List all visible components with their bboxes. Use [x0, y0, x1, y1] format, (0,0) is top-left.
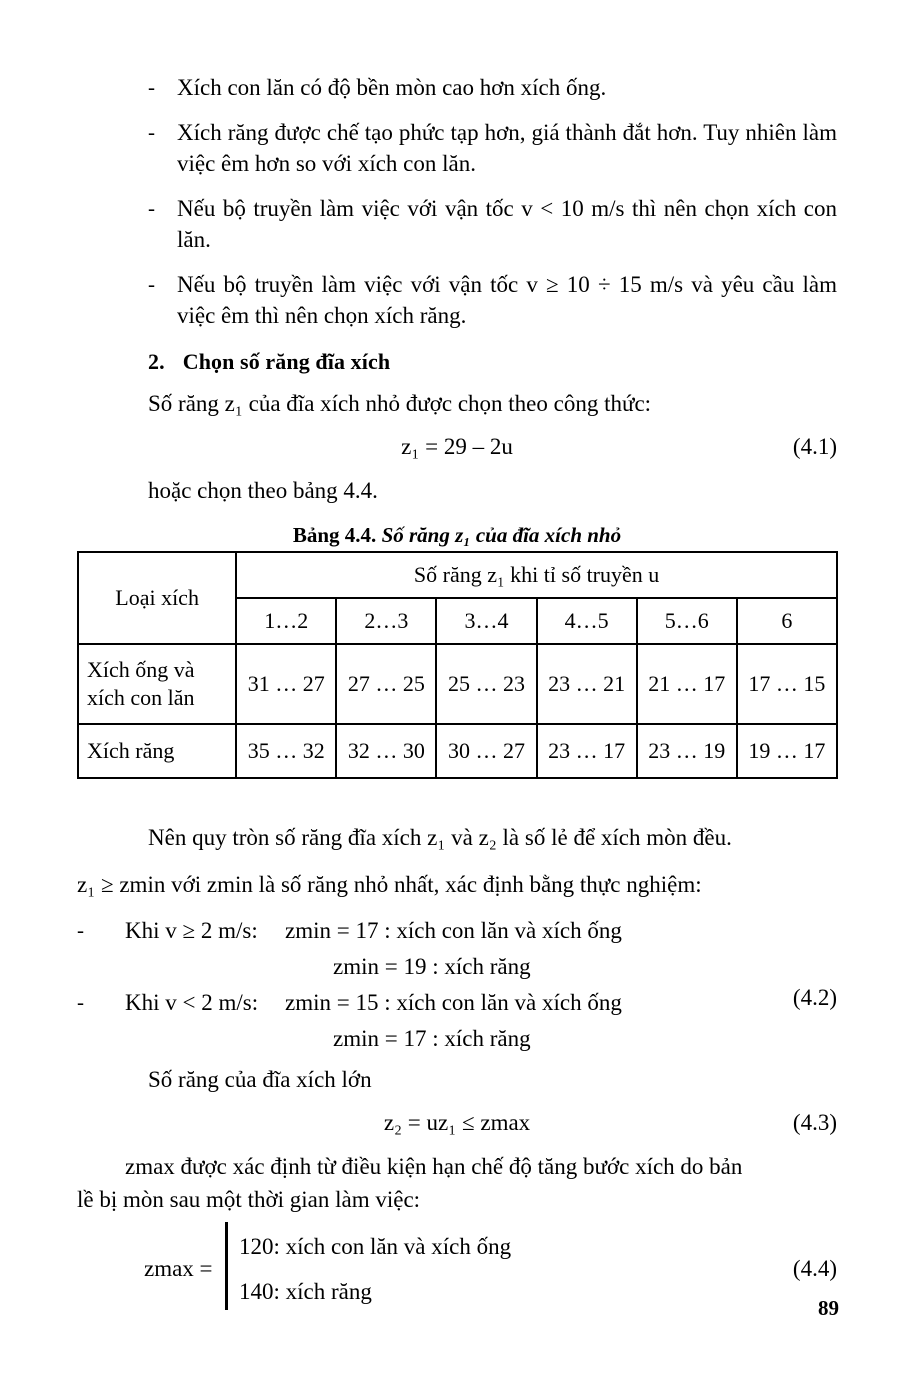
condition-line-2: zmin = 17 : xích răng: [333, 1026, 531, 1051]
bullet-dash-icon: -: [77, 990, 84, 1014]
page-number: 89: [818, 1296, 839, 1320]
list-item-text: Nếu bộ truyền làm việc với vận tốc v < 10 m/s thì nên chọn xích con lăn.: [177, 196, 837, 252]
list-item: [77, 117, 837, 179]
formula-4-1-number: (4.1): [792, 434, 837, 459]
condition-line-2: zmin = 19 : xích răng: [333, 954, 531, 979]
formula-4-3: [77, 1106, 837, 1140]
list-item-text: Xích răng được chế tạo phức tạp hơn, giá thành đắt hơn. Tuy nhiên làm việc êm hơn so với xích con lăn.: [177, 120, 837, 176]
after-formula-text: hoặc chọn theo bảng 4.4.: [148, 478, 378, 503]
formula-4-2-number: (4.2): [792, 985, 837, 1010]
paragraph-zmin: z₁ ≥ zmin với zmin là số răng nhỏ nhất, xác định bằng thực nghiệm:: [77, 872, 702, 897]
table-cell: 23 … 17: [537, 724, 637, 778]
formula-4-3-number: (4.3): [792, 1110, 837, 1135]
table-cell: 17 … 15: [737, 644, 837, 724]
table-caption-title: Số răng z₁ của đĩa xích nhỏ: [381, 523, 622, 547]
formula-4-4-label: zmax =: [144, 1256, 213, 1281]
paragraph-zmax-line-1: zmax được xác định từ điều kiện hạn chế độ tăng bước xích do bản: [125, 1154, 743, 1179]
formula-4-4-case-2: 140: xích răng: [239, 1279, 372, 1304]
condition-line-1: zmin = 15 : xích con lăn và xích ống: [285, 990, 622, 1015]
page-content: [77, 72, 837, 1314]
section-number: 2.: [148, 349, 165, 374]
section-intro-text: Số răng z₁ của đĩa xích nhỏ được chọn theo công thức:: [148, 391, 652, 416]
paragraph-zmax-line-2: lề bị mòn sau một thời gian làm việc:: [77, 1187, 421, 1212]
table-column-header-0: 1…2: [236, 598, 336, 644]
list-item: [77, 72, 837, 103]
table-cell: 25 … 23: [436, 644, 536, 724]
table-corner-header: Loại xích: [78, 552, 236, 644]
table-4-4: [77, 551, 838, 779]
table-cell: 21 … 17: [637, 644, 737, 724]
condition-line-2-wrap: [77, 1022, 837, 1055]
section-heading: [77, 347, 837, 377]
condition-line-2-wrap: [77, 950, 837, 983]
table-row: [78, 644, 837, 724]
table-cell: 35 … 32: [236, 724, 336, 778]
table-cell: 30 … 27: [436, 724, 536, 778]
section-title: Chọn số răng đĩa xích: [182, 349, 391, 374]
table-row-label: Xích răng: [78, 724, 236, 778]
formula-4-1: [77, 430, 837, 464]
condition-lead: Khi v ≥ 2 m/s:: [125, 918, 258, 943]
table-column-header-4: 5…6: [637, 598, 737, 644]
table-cell: 23 … 21: [537, 644, 637, 724]
table-cell: 27 … 25: [336, 644, 436, 724]
formula-4-1-body: z₁ = 29 – 2u: [401, 434, 513, 459]
table-cell: 32 … 30: [336, 724, 436, 778]
table-cell: 31 … 27: [236, 644, 336, 724]
table-column-header-1: 2…3: [336, 598, 436, 644]
paragraph-big-sprocket: Số răng của đĩa xích lớn: [148, 1067, 372, 1092]
table-header-row-1: [78, 552, 837, 598]
condition-text: [125, 915, 837, 946]
formula-4-3-body: z₂ = uz₁ ≤ zmax: [383, 1110, 531, 1135]
table-column-header-2: 3…4: [436, 598, 536, 644]
list-item-text: Nếu bộ truyền làm việc với vận tốc v ≥ 10 ÷ 15 m/s và yêu cầu làm việc êm thì nên chọn xích răng.: [177, 272, 837, 328]
condition-lead: Khi v < 2 m/s:: [125, 990, 259, 1015]
bullet-dash-icon: -: [77, 918, 84, 942]
table-cell: 19 … 17: [737, 724, 837, 778]
table-cell: 23 … 19: [637, 724, 737, 778]
conditions-block: [77, 915, 837, 1055]
bullet-dash-icon: -: [148, 272, 155, 296]
list-item: [77, 269, 837, 331]
table-column-header-3: 4…5: [537, 598, 637, 644]
table-row: [78, 724, 837, 778]
condition-item: [77, 915, 837, 946]
bullet-dash-icon: -: [148, 196, 155, 220]
table-column-header-5: 6: [737, 598, 837, 644]
table-row-label: Xích ống và xích con lăn: [78, 644, 236, 724]
bullet-dash-icon: -: [148, 120, 155, 144]
condition-item: [77, 987, 837, 1018]
bullet-dash-icon: -: [148, 75, 155, 99]
table-caption: [77, 521, 837, 549]
condition-text: [125, 987, 837, 1018]
list-item: [77, 193, 837, 255]
table-span-header: Số răng z₁ khi tỉ số truyền u: [236, 552, 837, 598]
list-item-text: Xích con lăn có độ bền mòn cao hơn xích ống.: [177, 75, 607, 100]
paragraph-rounding: Nên quy tròn số răng đĩa xích z₁ và z₂ là số lẻ để xích mòn đều.: [148, 825, 732, 850]
formula-4-4-number: (4.4): [792, 1256, 837, 1281]
formula-4-4-case-1: 120: xích con lăn và xích ống: [239, 1234, 512, 1259]
table-caption-label: Bảng 4.4.: [292, 523, 377, 547]
condition-line-1: zmin = 17 : xích con lăn và xích ống: [285, 918, 622, 943]
